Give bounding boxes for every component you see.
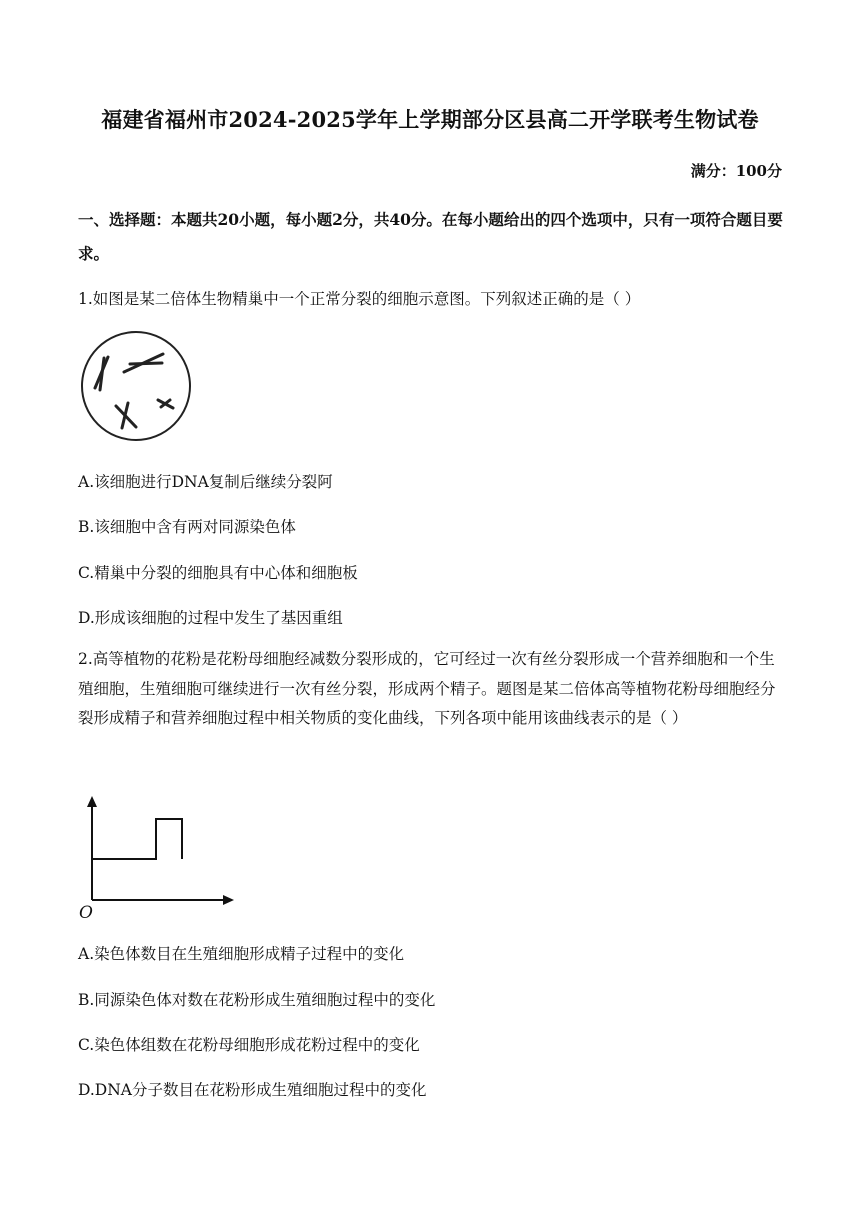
question-2-option-c: C.染色体组数在花粉母细胞形成花粉过程中的变化 bbox=[78, 1036, 420, 1054]
question-1-option-d: D.形成该细胞的过程中发生了基因重组 bbox=[78, 609, 343, 627]
section-heading: 一、选择题：本题共20小题，每小题2分，共40分。在每小题给出的四个选项中，只有一项符合题目要求。 bbox=[78, 210, 783, 263]
question-1-option-c: C.精巢中分裂的细胞具有中心体和细胞板 bbox=[78, 564, 358, 582]
origin-label: O bbox=[79, 903, 93, 922]
question-2-stem-text: 2.高等植物的花粉是花粉母细胞经减数分裂形成的，它可经过一次有丝分裂形成一个营养细胞和一个生殖细胞，生殖细胞可继续进行一次有丝分裂，形成两个精子。题图是某二倍体高等植物花粉母细胞经分裂形成精子和营养细胞过程中相关物质的变化曲线，下列各项中能用该曲线表示的是（ ） bbox=[78, 650, 776, 727]
cell-diagram-figure bbox=[78, 328, 196, 446]
page-title: 福建省福州市2024-2025学年上学期部分区县高二开学联考生物试卷 bbox=[101, 107, 759, 132]
question-1-option-a: A.该细胞进行DNA复制后继续分裂阿 bbox=[78, 473, 333, 491]
question-2-option-b: B.同源染色体对数在花粉形成生殖细胞过程中的变化 bbox=[78, 991, 436, 1009]
question-2-option-a: A.染色体数目在生殖细胞形成精子过程中的变化 bbox=[78, 945, 405, 963]
curve-diagram-figure bbox=[76, 792, 246, 922]
x-axis-arrow bbox=[223, 895, 234, 905]
question-1-option-b: B.该细胞中含有两对同源染色体 bbox=[78, 518, 296, 536]
y-axis-arrow bbox=[87, 796, 97, 807]
score-label: 满分：100分 bbox=[690, 162, 782, 180]
question-2-option-d: D.DNA分子数目在花粉形成生殖细胞过程中的变化 bbox=[78, 1081, 427, 1099]
question-1-stem: 1.如图是某二倍体生物精巢中一个正常分裂的细胞示意图。下列叙述正确的是（ ） bbox=[78, 290, 641, 308]
